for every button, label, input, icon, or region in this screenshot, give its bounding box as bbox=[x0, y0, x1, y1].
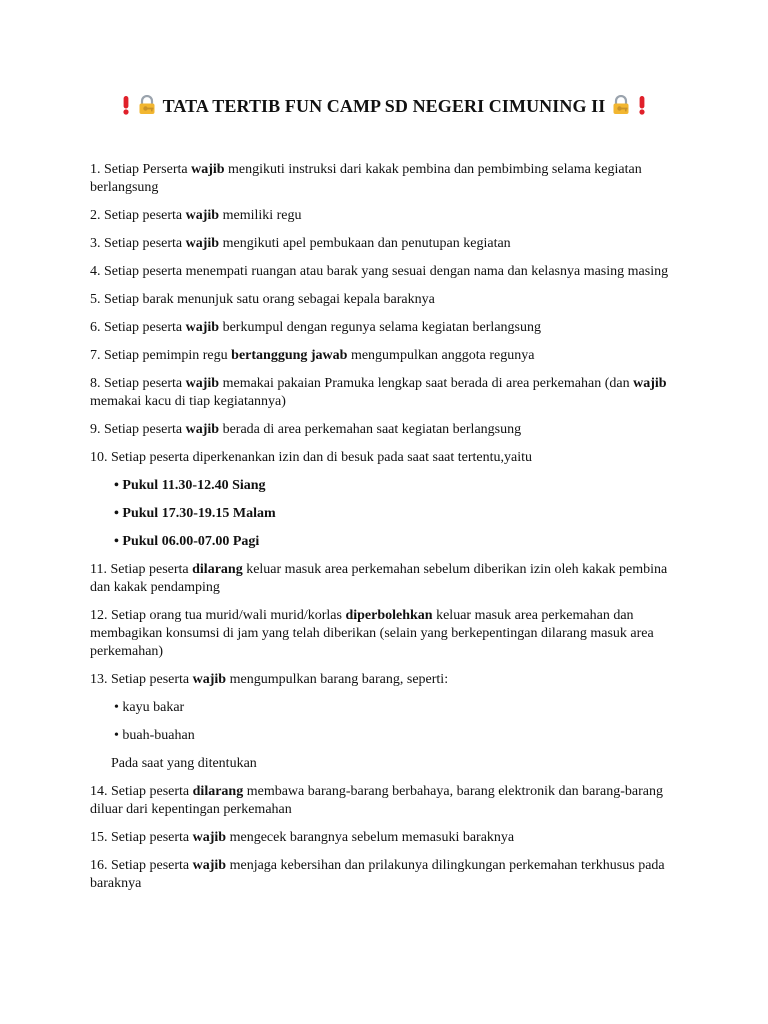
rule-subitem: • kayu bakar bbox=[114, 700, 185, 715]
rule-emphasis: wajib bbox=[185, 376, 220, 391]
rule-text: Setiap peserta diperkenankan izin dan di besuk pada saat saat tertentu,yaitu bbox=[111, 450, 533, 465]
rule-emphasis: wajib bbox=[192, 830, 227, 845]
rule-emphasis: wajib bbox=[185, 236, 220, 251]
rule-emphasis: wajib bbox=[185, 320, 220, 335]
rule-number: 8. bbox=[90, 376, 101, 391]
rule-item bbox=[90, 421, 690, 439]
rule-item bbox=[90, 347, 690, 365]
lock-with-key-icon bbox=[611, 95, 631, 121]
rule-number: 6. bbox=[90, 320, 101, 335]
rule-item bbox=[90, 375, 690, 411]
rule-text: Setiap peserta bbox=[104, 208, 186, 223]
rule-emphasis: diperbolehkan bbox=[345, 608, 433, 623]
rule-emphasis: bertanggung jawab bbox=[231, 348, 348, 363]
rule-item bbox=[90, 783, 690, 819]
rule-number: 16. bbox=[90, 858, 108, 873]
exclamation-mark-icon bbox=[121, 95, 131, 121]
rule-emphasis: dilarang bbox=[192, 562, 243, 577]
rule-text: Setiap peserta bbox=[110, 562, 193, 577]
rule-emphasis: wajib bbox=[191, 162, 225, 177]
rule-text: Setiap peserta bbox=[111, 784, 193, 799]
rule-emphasis: wajib bbox=[633, 376, 667, 391]
rule-item bbox=[90, 235, 690, 253]
rule-number: 11. bbox=[90, 562, 107, 577]
rule-text: Setiap peserta bbox=[104, 422, 186, 437]
rule-number: 13. bbox=[90, 672, 108, 687]
rule-number: 12. bbox=[90, 608, 108, 623]
rule-item bbox=[90, 671, 690, 689]
rule-text: menjaga kebersihan dan prilakunya dilingkungan perkemahan terkhusus pada baraknya bbox=[90, 858, 665, 891]
rule-text: Setiap peserta bbox=[111, 830, 193, 845]
rule-number: 1. bbox=[90, 162, 101, 177]
rule-number: 14. bbox=[90, 784, 108, 799]
rule-item bbox=[90, 161, 690, 197]
rule-subitem: • Pukul 17.30-19.15 Malam bbox=[114, 506, 276, 521]
rule-emphasis: wajib bbox=[185, 208, 220, 223]
rule-item bbox=[90, 829, 690, 847]
rule-text: berkumpul dengan regunya selama kegiatan berlangsung bbox=[219, 320, 541, 335]
rule-subitem: • buah-buahan bbox=[114, 728, 195, 743]
rule-text: berada di area perkemahan saat kegiatan berlangsung bbox=[219, 422, 522, 437]
rule-emphasis: wajib bbox=[192, 672, 227, 687]
rule-item bbox=[90, 857, 690, 893]
rule-subitem: • Pukul 11.30-12.40 Siang bbox=[114, 478, 266, 493]
page-title: TATA TERTIB FUN CAMP SD NEGERI CIMUNING II bbox=[162, 96, 606, 116]
rule-item bbox=[90, 263, 690, 281]
rule-text: Setiap peserta bbox=[111, 858, 193, 873]
rule-text: mengikuti apel pembukaan dan penutupan kegiatan bbox=[219, 236, 511, 251]
rule-item bbox=[90, 607, 690, 661]
rule-number: 4. bbox=[90, 264, 101, 279]
rule-number: 3. bbox=[90, 236, 101, 251]
rule-text: Setiap peserta bbox=[111, 672, 193, 687]
rule-text: mengecek barangnya sebelum memasuki baraknya bbox=[226, 830, 515, 845]
rule-text: mengumpulkan anggota regunya bbox=[347, 348, 535, 363]
document-title-line bbox=[0, 94, 768, 121]
rule-emphasis: wajib bbox=[185, 422, 220, 437]
rule-item bbox=[90, 291, 690, 309]
rule-item bbox=[90, 319, 690, 337]
rule-number: 5. bbox=[90, 292, 101, 307]
rule-text: Setiap peserta bbox=[104, 376, 186, 391]
rule-number: 7. bbox=[90, 348, 101, 363]
rule-item bbox=[90, 449, 690, 467]
rule-text: Setiap Perserta bbox=[104, 162, 192, 177]
rule-number: 9. bbox=[90, 422, 101, 437]
rule-number: 15. bbox=[90, 830, 108, 845]
rule-subitem: • Pukul 06.00-07.00 Pagi bbox=[114, 534, 260, 549]
rule-text: keluar masuk area perkemahan sebelum diberikan izin oleh kakak pembina dan kakak pendamping bbox=[90, 562, 668, 595]
rule-item bbox=[90, 561, 690, 597]
exclamation-mark-icon bbox=[637, 95, 647, 121]
rule-number: 10. bbox=[90, 450, 108, 465]
rule-number: 2. bbox=[90, 208, 101, 223]
rule-text: membawa barang-barang berbahaya, barang elektronik dan barang-barang diluar dari kepentingan perkemahan bbox=[90, 784, 664, 817]
rule-text: memakai pakaian Pramuka lengkap saat berada di area perkemahan (dan bbox=[219, 376, 634, 391]
rule-text: Setiap barak menunjuk satu orang sebagai kepala baraknya bbox=[104, 292, 435, 307]
rule-text: Setiap orang tua murid/wali murid/korlas bbox=[111, 608, 346, 623]
rule-text: mengikuti instruksi dari kakak pembina dan pembimbing selama kegiatan berlangsung bbox=[90, 162, 642, 195]
lock-with-key-icon bbox=[137, 95, 157, 121]
rule-text: memiliki regu bbox=[219, 208, 302, 223]
rule-text: memakai kacu di tiap kegiatannya) bbox=[90, 394, 286, 409]
rule-emphasis: wajib bbox=[192, 858, 227, 873]
rule-text: Setiap peserta menempati ruangan atau barak yang sesuai dengan nama dan kelasnya masing masing bbox=[104, 264, 669, 279]
rule-note: Pada saat yang ditentukan bbox=[111, 756, 257, 771]
rule-text: Setiap peserta bbox=[104, 320, 186, 335]
rule-item bbox=[90, 207, 690, 225]
rule-text: Setiap peserta bbox=[104, 236, 186, 251]
rules-list bbox=[90, 161, 690, 903]
rule-text: Setiap pemimpin regu bbox=[104, 348, 232, 363]
rule-text: keluar masuk area perkemahan dan membagikan konsumsi di jam yang telah diberikan (selain yang berkepentingan dilarang masuk area perkemahan) bbox=[90, 608, 654, 659]
rule-text: mengumpulkan barang barang, seperti: bbox=[226, 672, 449, 687]
rule-emphasis: dilarang bbox=[192, 784, 244, 799]
